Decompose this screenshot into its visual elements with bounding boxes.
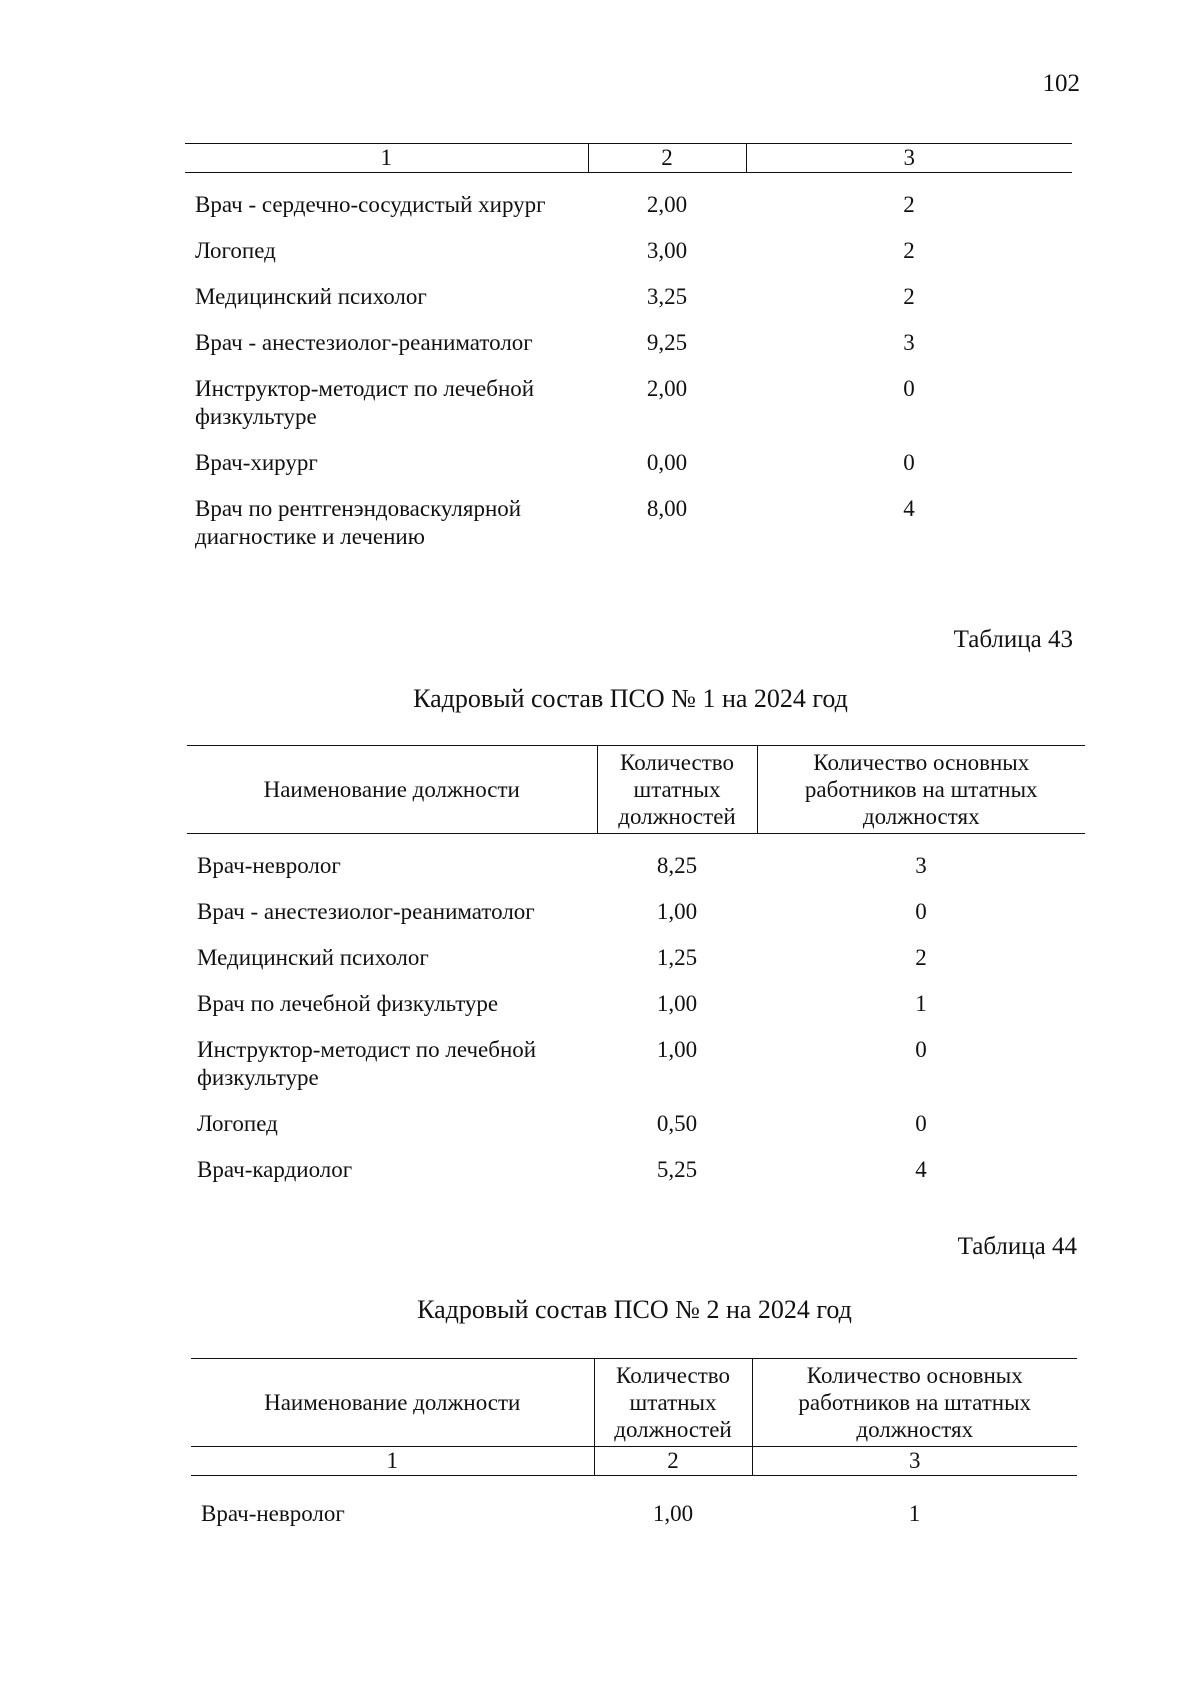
employee-count: 0 xyxy=(915,1037,927,1062)
position-name: Медицинский психолог xyxy=(195,284,427,309)
table-row xyxy=(185,219,1072,265)
position-name: Врач - анестезиолог-реаниматолог xyxy=(195,330,533,355)
position-name: Врач-невролог xyxy=(201,1501,345,1526)
column-number: 2 xyxy=(588,144,746,173)
table-row xyxy=(185,431,1072,477)
column-number: 3 xyxy=(752,1447,1077,1476)
staff-count: 5,25 xyxy=(656,1157,698,1182)
table-row xyxy=(185,173,1072,220)
employee-count: 1 xyxy=(915,991,927,1016)
employee-count: 0 xyxy=(903,376,915,401)
column-number-row xyxy=(191,1447,1077,1476)
staff-count: 1,25 xyxy=(656,945,698,970)
table-row xyxy=(185,477,1072,551)
table-row xyxy=(187,880,1085,926)
position-name: Врач по лечебной физкультуре xyxy=(197,991,499,1016)
table-44 xyxy=(191,1358,1077,1528)
column-number: 3 xyxy=(746,144,1072,173)
position-name: Врач-кардиолог xyxy=(197,1157,353,1182)
position-name: Инструктор-методист по лечебной физкультуре xyxy=(195,376,535,429)
position-name: Врач-невролог xyxy=(197,853,341,878)
employee-count: 0 xyxy=(915,899,927,924)
position-name: Логопед xyxy=(197,1111,278,1136)
header-position-name: Наименование должности xyxy=(264,1390,521,1415)
table-row xyxy=(187,834,1085,881)
header-row xyxy=(191,1359,1077,1447)
continued-table xyxy=(185,143,1072,551)
employee-count: 2 xyxy=(903,284,915,309)
column-number: 1 xyxy=(380,145,392,170)
header-position-name: Наименование должности xyxy=(263,777,520,802)
position-name: Логопед xyxy=(195,238,276,263)
header-staff-count: Количество штатных должностей xyxy=(597,746,757,834)
table-row xyxy=(187,1018,1085,1092)
position-name: Медицинский психолог xyxy=(197,945,429,970)
table-row xyxy=(185,311,1072,357)
employee-count: 2 xyxy=(903,238,915,263)
employee-count: 0 xyxy=(915,1111,927,1136)
staff-count: 3,25 xyxy=(646,284,688,309)
table-row xyxy=(187,972,1085,1018)
header-employee-count: Количество основных работников на штатных должностях xyxy=(752,1359,1077,1447)
employee-count: 2 xyxy=(915,945,927,970)
staff-count: 3,00 xyxy=(646,238,688,263)
employee-count: 2 xyxy=(903,192,915,217)
column-number: 1 xyxy=(386,1448,398,1473)
staff-count: 9,25 xyxy=(646,330,688,355)
position-name: Инструктор-методист по лечебной физкультуре xyxy=(197,1037,537,1090)
header-row xyxy=(187,746,1085,834)
staff-count: 2,00 xyxy=(646,192,688,217)
position-name: Врач - анестезиолог-реаниматолог xyxy=(197,899,535,924)
employee-count: 4 xyxy=(903,496,915,521)
staff-count: 2,00 xyxy=(646,376,688,401)
position-name: Врач-хирург xyxy=(195,450,318,475)
table-44-label: Таблица 44 xyxy=(957,1233,1077,1260)
staff-count: 8,25 xyxy=(656,853,698,878)
table-44-title: Кадровый состав ПСО № 2 на 2024 год xyxy=(417,1295,852,1324)
column-number-row xyxy=(185,144,1072,173)
staff-count: 1,00 xyxy=(656,991,698,1016)
header-staff-count: Количество штатных должностей xyxy=(594,1359,752,1447)
staff-count: 0,00 xyxy=(646,450,688,475)
header-employee-count: Количество основных работников на штатных должностях xyxy=(757,746,1085,834)
staff-count: 8,00 xyxy=(646,496,688,521)
table-43-title: Кадровый состав ПСО № 1 на 2024 год xyxy=(413,684,848,713)
employee-count: 3 xyxy=(915,853,927,878)
employee-count: 0 xyxy=(903,450,915,475)
table-row xyxy=(187,926,1085,972)
table-43-label: Таблица 43 xyxy=(953,626,1073,653)
table-row xyxy=(191,1476,1077,1529)
page-number: 102 xyxy=(1042,70,1080,97)
employee-count: 4 xyxy=(915,1157,927,1182)
employee-count: 1 xyxy=(908,1501,921,1526)
employee-count: 3 xyxy=(903,330,915,355)
table-row xyxy=(187,1138,1085,1184)
staff-count: 0,50 xyxy=(656,1111,698,1136)
table-row xyxy=(185,357,1072,431)
table-43 xyxy=(187,745,1085,1184)
staff-count: 1,00 xyxy=(656,899,698,924)
table-row xyxy=(185,265,1072,311)
position-name: Врач - сердечно-сосудистый хирург xyxy=(195,192,546,217)
position-name: Врач по рентгенэндоваскулярной диагностике и лечению xyxy=(195,496,522,549)
column-number: 2 xyxy=(594,1447,752,1476)
staff-count: 1,00 xyxy=(656,1037,698,1062)
table-row xyxy=(187,1092,1085,1138)
staff-count: 1,00 xyxy=(652,1501,694,1526)
